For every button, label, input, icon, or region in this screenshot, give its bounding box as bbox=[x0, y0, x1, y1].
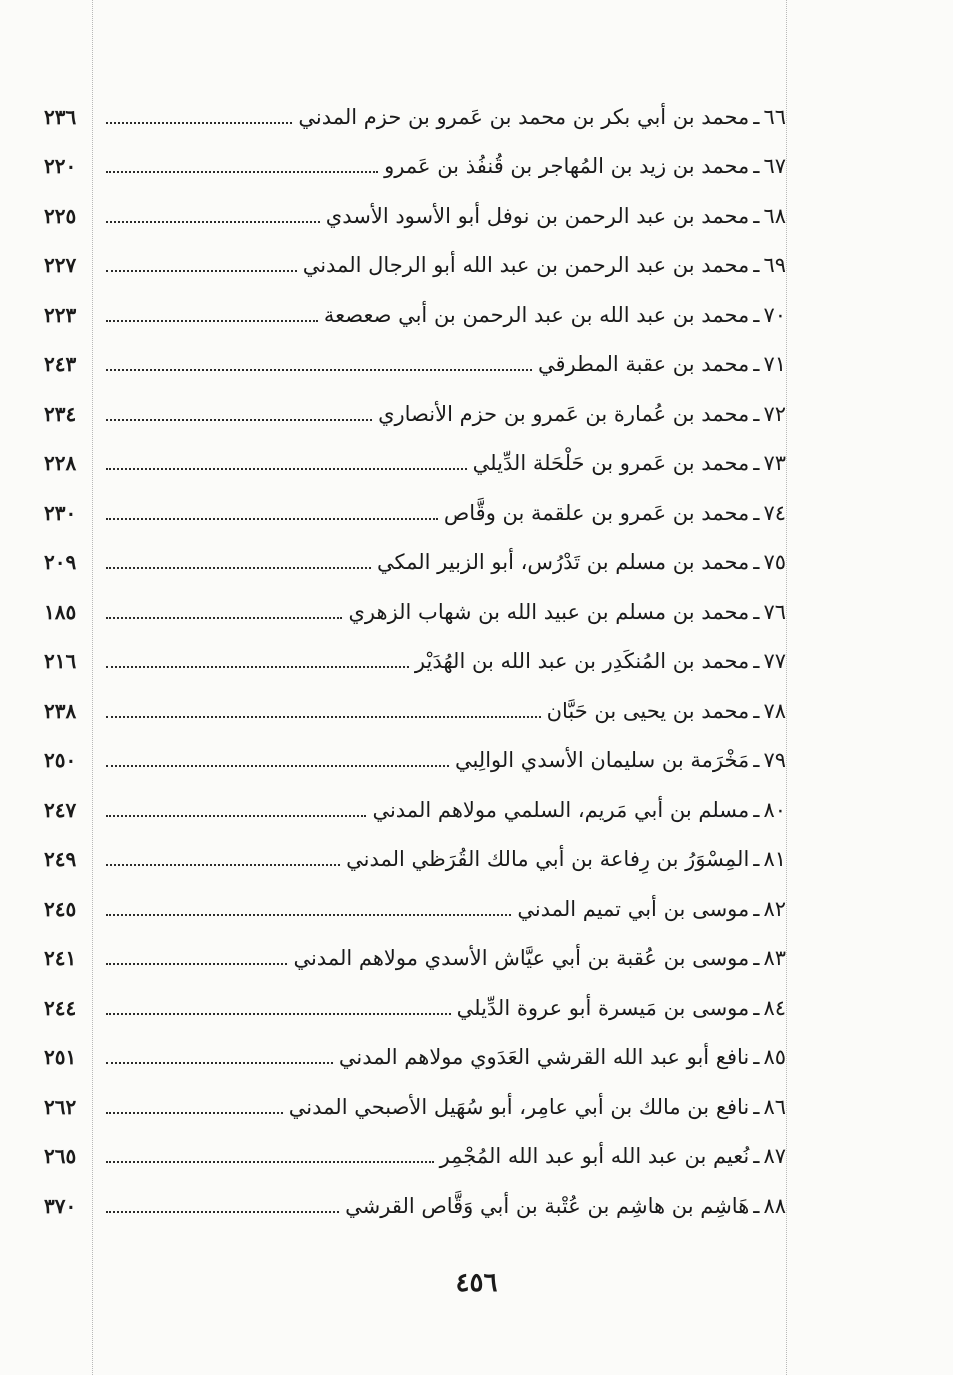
entry-title: محمد بن المُنكَدِر بن عبد الله بن الهُدَيْر bbox=[414, 649, 750, 674]
toc-entry bbox=[44, 241, 786, 291]
entry-title: نافع أبو عبد الله القرشي العَدَوي مولاهم المدني bbox=[338, 1045, 750, 1070]
dot-leader bbox=[106, 567, 371, 569]
toc-entry bbox=[44, 538, 786, 588]
entry-number: ٧٣ bbox=[763, 451, 786, 476]
entry-title: هَاشِم بن هاشِم بن عُتْبة بن أبي وَقَّاص القرشي bbox=[345, 1193, 750, 1218]
dot-leader bbox=[106, 716, 541, 718]
entry-title: موسى بن أبي تميم المدني bbox=[517, 896, 750, 921]
entry-title: مَخْرَمة بن سليمان الأسدي الوالِبي bbox=[454, 748, 750, 773]
dot-leader bbox=[106, 765, 449, 767]
dot-leader bbox=[106, 221, 320, 223]
entry-number: ٧٥ bbox=[763, 550, 786, 575]
entry-page-number: ٢٤٥ bbox=[44, 896, 77, 921]
entry-separator: ـ bbox=[753, 451, 760, 476]
toc-entry bbox=[44, 785, 786, 835]
dot-leader bbox=[106, 617, 342, 619]
entry-title: محمد بن عُمارة بن عَمرو بن حزم الأنصاري bbox=[378, 401, 750, 426]
entry-separator: ـ bbox=[753, 154, 760, 179]
entry-number: ٧٧ bbox=[763, 649, 786, 674]
dot-leader bbox=[106, 666, 409, 668]
entry-page-number: ٢٣٠ bbox=[44, 500, 77, 525]
entry-page-number: ٢٢٥ bbox=[44, 203, 77, 228]
dot-leader bbox=[106, 1062, 333, 1064]
toc-entry bbox=[44, 439, 786, 489]
entry-number: ٦٨ bbox=[763, 203, 786, 228]
entry-separator: ـ bbox=[753, 599, 760, 624]
entry-page-number: ٢٤٩ bbox=[44, 847, 77, 872]
entry-number: ٧٢ bbox=[763, 401, 786, 426]
entry-number: ٨٨ bbox=[763, 1193, 786, 1218]
toc-entry bbox=[44, 736, 786, 786]
entry-title: المِسْوَرُ بن رِفاعة بن أبي مالك القُرَظي المدني bbox=[346, 847, 750, 872]
toc-entry bbox=[44, 686, 786, 736]
entry-title: محمد بن عبد الله بن عبد الرحمن بن أبي صعصعة bbox=[323, 302, 750, 327]
entry-title: نافع بن مالك بن أبي عامِر، أبو سُهَيل الأصبحي المدني bbox=[288, 1094, 750, 1119]
entry-title: موسى بن مَيسرة أبو عروة الدِّيلي bbox=[456, 995, 750, 1020]
entry-number: ٨٦ bbox=[763, 1094, 786, 1119]
entry-separator: ـ bbox=[753, 302, 760, 327]
entry-page-number: ٢٢٧ bbox=[44, 253, 77, 278]
entry-title: محمد بن مسلم بن تَدْرُس، أبو الزبير المكي bbox=[377, 550, 750, 575]
entry-page-number: ٣٧٠ bbox=[44, 1193, 77, 1218]
dot-leader bbox=[106, 320, 318, 322]
dot-leader bbox=[106, 1161, 434, 1163]
entry-title: محمد بن زيد بن المُهاجر بن قُنفُذ بن عَمرو bbox=[384, 154, 750, 179]
dot-leader bbox=[106, 419, 372, 421]
entry-page-number: ٢١٦ bbox=[44, 649, 77, 674]
entry-number: ٧٦ bbox=[763, 599, 786, 624]
entry-title: محمد بن عَمرو بن علقمة بن وقَّاص bbox=[443, 500, 750, 525]
entry-separator: ـ bbox=[753, 1144, 760, 1169]
entry-title: محمد بن أبي بكر بن محمد بن عَمرو بن حزم المدني bbox=[298, 104, 750, 129]
entry-separator: ـ bbox=[753, 1193, 760, 1218]
entry-number: ٦٧ bbox=[763, 154, 786, 179]
entry-separator: ـ bbox=[753, 698, 760, 723]
entry-page-number: ٢٥٠ bbox=[44, 748, 77, 773]
entry-page-number: ٢٣٦ bbox=[44, 104, 77, 129]
toc-entry bbox=[44, 983, 786, 1033]
toc-entry bbox=[44, 835, 786, 885]
page-number: ٤٥٦ bbox=[455, 1268, 498, 1298]
toc-entry bbox=[44, 389, 786, 439]
entry-number: ٨٣ bbox=[763, 946, 786, 971]
entry-title: موسى بن عُقبة بن أبي عيَّاش الأسدي مولاهم المدني bbox=[293, 946, 750, 971]
entry-number: ٨٢ bbox=[763, 896, 786, 921]
entry-page-number: ٢٢٣ bbox=[44, 302, 77, 327]
entry-separator: ـ bbox=[753, 797, 760, 822]
dot-leader bbox=[106, 1013, 451, 1015]
entry-separator: ـ bbox=[753, 1045, 760, 1070]
entry-page-number: ٢٦٥ bbox=[44, 1144, 77, 1169]
entry-separator: ـ bbox=[753, 1094, 760, 1119]
entry-number: ٧٨ bbox=[763, 698, 786, 723]
toc-entry bbox=[44, 1082, 786, 1132]
entry-title: مسلم بن أبي مَريم، السلمي مولاهم المدني bbox=[372, 797, 750, 822]
entry-number: ٧٤ bbox=[763, 500, 786, 525]
entry-separator: ـ bbox=[753, 401, 760, 426]
entry-separator: ـ bbox=[753, 847, 760, 872]
table-of-contents bbox=[44, 92, 786, 1231]
entry-separator: ـ bbox=[753, 946, 760, 971]
entry-page-number: ٢٤٧ bbox=[44, 797, 77, 822]
scan-fold-line bbox=[786, 0, 787, 1375]
toc-entry bbox=[44, 191, 786, 241]
dot-leader bbox=[106, 1211, 339, 1213]
toc-entry bbox=[44, 1132, 786, 1182]
dot-leader bbox=[106, 270, 297, 272]
dot-leader bbox=[106, 468, 467, 470]
entry-title: محمد بن عبد الرحمن بن عبد الله أبو الرجال المدني bbox=[302, 253, 750, 278]
toc-entry bbox=[44, 488, 786, 538]
entry-title: محمد بن مسلم بن عبيد الله بن شهاب الزهري bbox=[348, 599, 750, 624]
dot-leader bbox=[106, 122, 292, 124]
entry-title: محمد بن عَمرو بن حَلْحَلة الدِّيلي bbox=[472, 451, 750, 476]
entry-separator: ـ bbox=[753, 896, 760, 921]
entry-number: ٦٦ bbox=[763, 104, 786, 129]
entry-page-number: ٢٠٩ bbox=[44, 550, 77, 575]
entry-title: نُعيم بن عبد الله أبو عبد الله المُجْمِر bbox=[439, 1144, 750, 1169]
toc-entry bbox=[44, 92, 786, 142]
toc-entry bbox=[44, 587, 786, 637]
toc-entry bbox=[44, 290, 786, 340]
dot-leader bbox=[106, 171, 378, 173]
entry-number: ٨٤ bbox=[763, 995, 786, 1020]
dot-leader bbox=[106, 518, 438, 520]
entry-number: ٨٥ bbox=[763, 1045, 786, 1070]
toc-entry bbox=[44, 884, 786, 934]
entry-page-number: ٢٣٨ bbox=[44, 698, 77, 723]
entry-number: ٨٠ bbox=[763, 797, 786, 822]
entry-separator: ـ bbox=[753, 203, 760, 228]
dot-leader bbox=[106, 369, 532, 371]
entry-separator: ـ bbox=[753, 352, 760, 377]
dot-leader bbox=[106, 815, 366, 817]
entry-separator: ـ bbox=[753, 104, 760, 129]
entry-page-number: ٢٥١ bbox=[44, 1045, 77, 1070]
entry-page-number: ٢٤٤ bbox=[44, 995, 77, 1020]
entry-title: محمد بن عقبة المطرقي bbox=[537, 352, 750, 377]
entry-number: ٧٠ bbox=[763, 302, 786, 327]
entry-page-number: ٢٣٤ bbox=[44, 401, 77, 426]
entry-number: ٦٩ bbox=[763, 253, 786, 278]
entry-separator: ـ bbox=[753, 649, 760, 674]
entry-page-number: ٢٢٨ bbox=[44, 451, 77, 476]
entry-page-number: ٢٢٠ bbox=[44, 154, 77, 179]
entry-separator: ـ bbox=[753, 550, 760, 575]
entry-number: ٨٧ bbox=[763, 1144, 786, 1169]
entry-number: ٨١ bbox=[763, 847, 786, 872]
entry-separator: ـ bbox=[753, 748, 760, 773]
dot-leader bbox=[106, 963, 287, 965]
toc-entry bbox=[44, 1033, 786, 1083]
entry-separator: ـ bbox=[753, 253, 760, 278]
entry-page-number: ٢٤١ bbox=[44, 946, 77, 971]
toc-entry bbox=[44, 142, 786, 192]
dot-leader bbox=[106, 864, 340, 866]
entry-number: ٧٩ bbox=[763, 748, 786, 773]
toc-entry bbox=[44, 637, 786, 687]
entry-separator: ـ bbox=[753, 500, 760, 525]
entry-number: ٧١ bbox=[763, 352, 786, 377]
entry-page-number: ٢٦٢ bbox=[44, 1094, 77, 1119]
entry-page-number: ١٨٥ bbox=[44, 599, 77, 624]
toc-entry bbox=[44, 1181, 786, 1231]
dot-leader bbox=[106, 1112, 283, 1114]
entry-page-number: ٢٤٣ bbox=[44, 352, 77, 377]
entry-separator: ـ bbox=[753, 995, 760, 1020]
dot-leader bbox=[106, 914, 511, 916]
toc-entry bbox=[44, 934, 786, 984]
entry-title: محمد بن يحيى بن حَبَّان bbox=[546, 698, 750, 723]
entry-title: محمد بن عبد الرحمن بن نوفل أبو الأسود الأسدي bbox=[325, 203, 750, 228]
toc-entry bbox=[44, 340, 786, 390]
